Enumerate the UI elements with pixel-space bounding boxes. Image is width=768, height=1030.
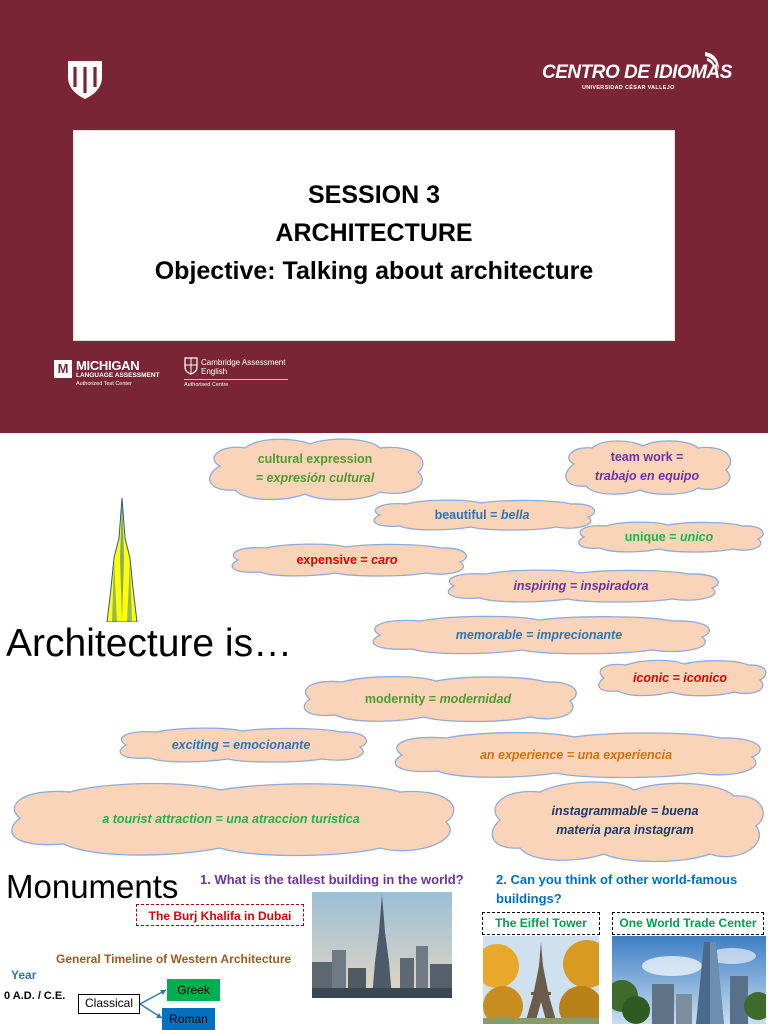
eiffel-tower-photo (483, 936, 599, 1024)
title-slide (0, 0, 768, 433)
vocab-cloud (224, 544, 470, 576)
architecture-heading: Architecture is… (6, 622, 293, 665)
vocab-translation: bella (500, 507, 530, 522)
vocab-word: an experience = una experiencia (479, 747, 673, 762)
vocab-word: a tourist attraction = una atraccion turistica (102, 811, 360, 826)
monuments-heading: Monuments (6, 868, 179, 905)
vocab-cloud (484, 780, 766, 862)
burj-khalifa-icon (104, 498, 140, 622)
vocab-word: beautiful = (434, 507, 501, 522)
michigan-logo (54, 358, 164, 392)
cloud-text (0, 782, 462, 856)
vocab-cloud (440, 570, 722, 602)
cloud-text (484, 780, 766, 862)
vocab-cloud (296, 676, 580, 722)
answer-burj-khalifa: The Burj Khalifa in Dubai (136, 904, 304, 926)
vocab-cloud (592, 660, 768, 696)
michigan-m-icon: M (54, 360, 72, 378)
vocab-translation: = expresión cultural (255, 471, 375, 485)
answer-eiffel-tower: The Eiffel Tower (482, 912, 600, 935)
cambridge-note: Authorised Centre (184, 382, 229, 388)
vocab-translation: trabajo en equipo (594, 469, 700, 483)
centro-de-idiomas-logo (540, 50, 732, 100)
cambridge-shield-icon (184, 357, 198, 375)
year-label: Year (11, 968, 37, 982)
title-box (73, 130, 675, 341)
question-2: 2. Can you think of other world-famous buildings? (496, 872, 738, 906)
vocab-word: memorable = imprecionante (455, 627, 623, 642)
vocab-cloud (572, 522, 766, 552)
one-world-trade-center-photo (612, 936, 766, 1024)
centro-de-idiomas-text: CENTRO DE IDIOMAS (542, 62, 732, 83)
cambridge-logo (184, 357, 294, 391)
roman-box: Roman (162, 1008, 215, 1030)
ucv-subtext: UNIVERSIDAD CÉSAR VALLEJO (582, 85, 675, 91)
question-1: 1. What is the tallest building in the world? (200, 872, 464, 887)
vocab-cloud (0, 782, 462, 856)
ucv-shield-logo (66, 57, 104, 101)
divider (184, 379, 288, 380)
session-objective: Objective: Talking about architecture (154, 257, 594, 285)
cloud-text (440, 570, 722, 602)
vocab-word: cultural expression (257, 452, 373, 466)
timeline-title: General Timeline of Western Architecture (56, 952, 292, 966)
vocab-translation: caro (371, 552, 398, 567)
session-topic: ARCHITECTURE (275, 219, 473, 247)
vocab-word: instagrammable = buena (551, 804, 699, 818)
session-number: SESSION 3 (308, 181, 440, 209)
vocab-cloud (366, 500, 598, 530)
michigan-sub: LANGUAGE ASSESSMENT (76, 372, 160, 379)
cloud-text (558, 438, 736, 496)
vocab-word: exciting = emocionante (171, 737, 311, 752)
vocab-word: modernity = (364, 691, 440, 706)
vocab-cloud (364, 616, 714, 654)
vocab-word: expensive = (296, 552, 372, 567)
vocab-translation: unico (679, 529, 714, 544)
cloud-text (592, 660, 768, 696)
cloud-text (572, 522, 766, 552)
michigan-note: Authorized Test Center (76, 381, 132, 387)
vocab-cloud (558, 438, 736, 496)
greek-box: Greek (167, 979, 220, 1001)
cloud-text (200, 436, 430, 502)
cloud-text (366, 500, 598, 530)
burj-khalifa-photo (312, 892, 452, 998)
vocab-translation: materia para instagram (556, 823, 694, 837)
cloud-text (364, 616, 714, 654)
cloud-text (296, 676, 580, 722)
classical-box: Classical (78, 994, 140, 1014)
answer-one-world-trade-center: One World Trade Center (612, 912, 764, 935)
michigan-name: MICHIGAN (76, 358, 140, 373)
vocab-word: iconic = iconico (632, 670, 728, 685)
vocab-word: unique = (624, 529, 680, 544)
cloud-text (112, 728, 370, 762)
cloud-text (224, 544, 470, 576)
cambridge-name: Cambridge Assessment (201, 358, 286, 367)
vocab-cloud (112, 728, 370, 762)
vocab-word: inspiring = inspiradora (513, 578, 649, 593)
vocab-word: team work = (610, 450, 684, 464)
cloud-text (386, 732, 766, 778)
vocab-translation: modernidad (439, 691, 512, 706)
vocab-cloud (200, 436, 430, 502)
vocab-cloud (386, 732, 766, 778)
cambridge-sub: English (201, 367, 228, 376)
era-label: 0 A.D. / C.E. (4, 990, 66, 1002)
